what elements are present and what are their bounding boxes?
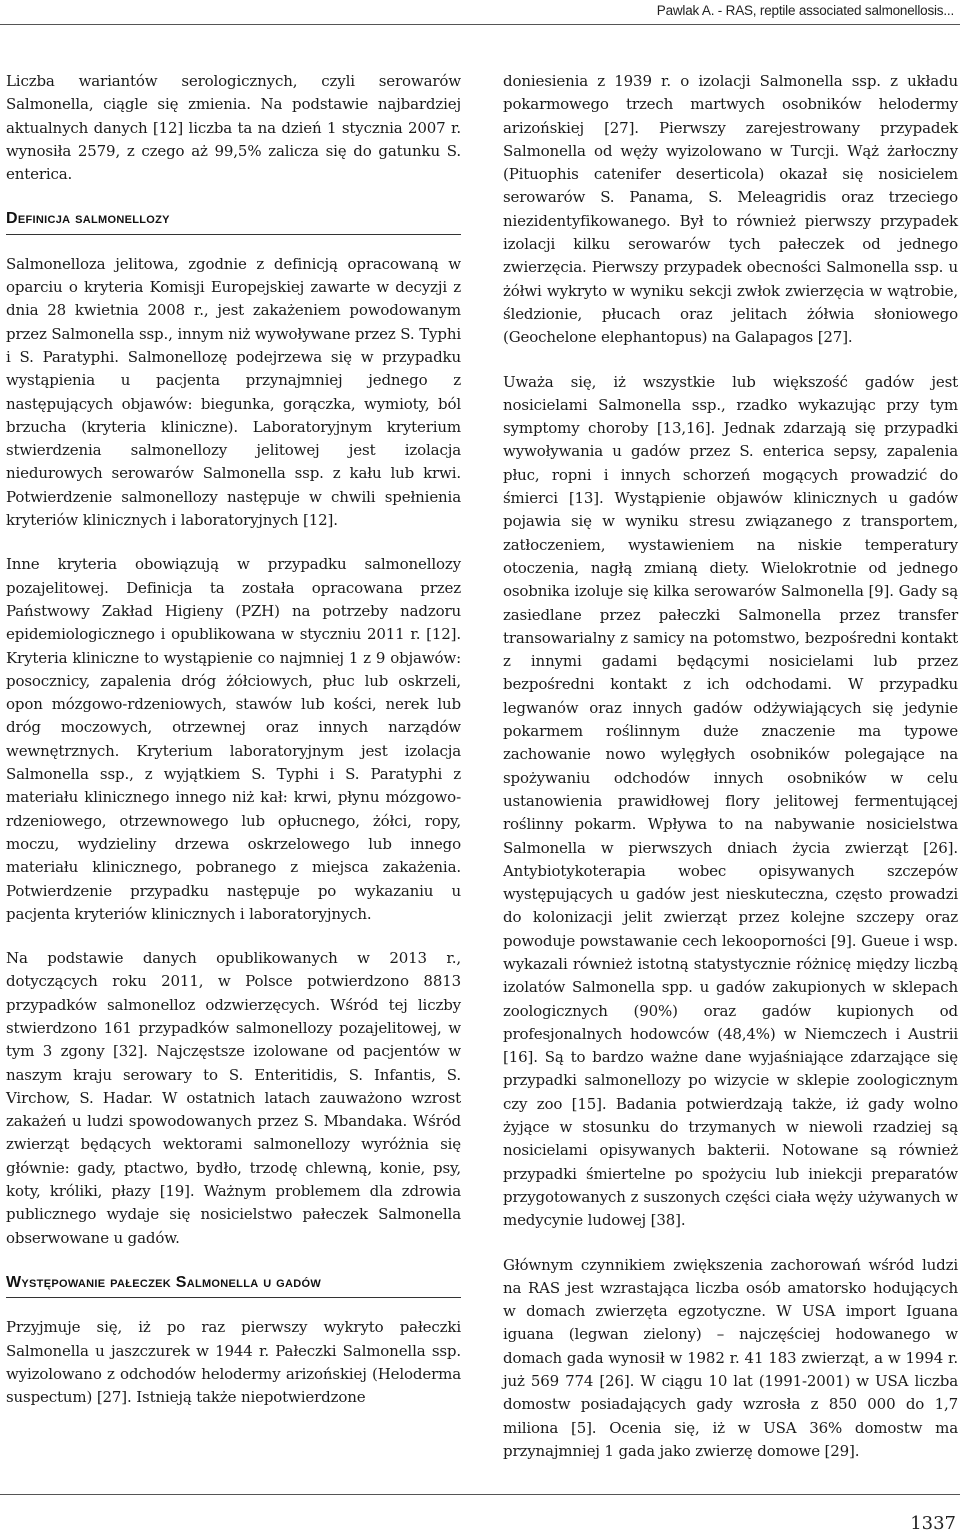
paragraph: doniesienia z 1939 r. o izolacji Salmonella ssp. z układu pokarmowego trzech martwych osobników helodermy arizońskiej [27]. Pierwszy zarejestrowany przypadek Salmonella od węży wyizolowano w Turcji. Wąż żarłoczny (Pituophis catenifer deserticola) okazał się nosicielem serowarów S. Panama, S. Meleagridis oraz trzeciego niezidentyfikowanego. Był to również pierwszy przypadek izolacji kilku serowarów tych pałeczek od jednego zwierzęcia. Pierwszy przypadek obecności Salmonella ssp. u żółwi wykryto w wyniku sekcji zwłok zwierzęcia w wątrobie, śledzionie, płucach oraz jelitach żółwia słoniowego (Geochelone elephantopus) na Galapagos [27]. bbox=[503, 72, 958, 347]
paragraph: Uważa się, iż wszystkie lub większość gadów jest nosicielami Salmonella ssp., rzadko wykazując przy tym symptomy choroby [13,16]. Jednak zdarzają się przypadki wywoływania u gadów przez S. enterica sepsy, zapalenia płuc, ropni i innych schorzeń mogących prowadzić do śmierci [13]. Wystąpienie objawów klinicznych u gadów pojawia się w wyniku stresu związanego z transportem, zatłoczeniem, wystawieniem na niskie temperatury otoczenia, nagłą zmianą diety. Wielokrotnie od jednego osobnika izoluje się kilka serowarów Salmonella [9]. Gady są zasiedlane przez pałeczki Salmonella przez transfer transowarialny z samicy na potomstwo, bezpośredni kontakt z innymi gadami będącymi nosicielami lub przez bezpośredni kontakt z ich odchodami. W przypadku legwanów oraz innych gadów odżywiających się jedynie pokarmem roślinnym duże znaczenie ma typowe zachowanie nowo wylęgłych osobników polegające na spożywaniu odchodów innych osobników w celu ustanowienia prawidłowej flory jelitowej fermentującej roślinny pokarm. Wpływa to na nabywanie nosicielstwa Salmonella w pierwszych dniach życia zwierząt [26]. Antybiotykoterapia wobec opisywanych szczepów występujących u gadów jest nieskuteczna, często prowadzi do kolonizacji jelit zwierząt przez kolejne szczepy oraz powoduje powstawanie cech lekooporności [9]. Gueue i wsp. wykazali również istotną statystycznie różnicę między liczbą izolatów Salmonella spp. u gadów zakupionych w sklepach zoologicznych (90%) oraz gadów kupionych od profesjonalnych hodowców (48,4%) w Niemczech i Austrii [16]. Są to bardzo ważne dane wyjaśniające zdarzające się przypadki salmonellozy po wizycie w sklepie zoologicznym czy zoo [15]. Badania potwierdzają także, iż gady wolno żyjące w stosunku do trzymanych w niewoli rzadziej są nosicielami opisywanych bakterii. Notowane są również przypadki śmiertelne po spożyciu lub iniekcji preparatów przygotowanych z suszonych części ciała węży używanych w medycynie ludowej [38]. bbox=[503, 372, 958, 1230]
paragraph: Salmonelloza jelitowa, zgodnie z definicją opracowaną w oparciu o kryteria Komisji Europejskiej zawarte w decyzji z dnia 28 kwietnia 2008 r., jest zakażeniem powodowanym przez Salmonella ssp., innym niż wywoływane przez S. Typhi i S. Paratyphi. Salmonellozę podejrzewa się w przypadku wystąpienia u pacjenta przynajmniej jednego z następujących objawów: biegunka, gorączka, wymioty, ból brzucha (kryteria kliniczne). Laboratoryjnym kryterium stwierdzenia salmonellozy jelitowej jest izolacja niedurowych serowarów Salmonella ssp. z kału lub krwi. Potwierdzenie salmonellozy następuje w chwili spełnienia kryteriów klinicznych i laboratoryjnych [12]. bbox=[6, 254, 461, 530]
section-heading-occurrence: Występowanie pałeczek Salmonella u gadów bbox=[6, 1271, 461, 1298]
running-title: Pawlak A. - RAS, reptile associated salmonellosis... bbox=[656, 3, 954, 18]
right-column bbox=[503, 70, 958, 1484]
paragraph: Na podstawie danych opublikowanych w 2013 r., dotyczących roku 2011, w Polsce potwierdzono 8813 przypadków salmonelloz odzwierzęcych. Wśród tej liczby stwierdzono 161 przypadków salmonellozy pozajelitowej, w tym 3 zgony [32]. Najczęstsze izolowane od pacjentów w naszym kraju serowary to S. Enteritidis, S. Infantis, S. Virchow, S. Hadar. W ostatnich latach zauważono wzrost zakażeń u ludzi spowodowanych przez S. Mbandaka. Wśród zwierząt będących wektorami salmonellozy wyróżnia się głównie: gady, ptactwo, bydło, trzodę chlewną, konie, psy, koty, króliki, płazy [19]. Ważnym problemem dla zdrowia publicznego wydaje się nosicielstwo pałeczek Salmonella obserwowane u gadów. bbox=[6, 949, 461, 1247]
section-heading-definition: Definicja salmonellozy bbox=[6, 207, 461, 234]
paragraph: Głównym czynnikiem zwiększenia zachorowań wśród ludzi na RAS jest wzrastająca liczba osób amatorsko hodujących w domach zwierzęta egzotyczne. W USA import Iguana iguana (legwan zielony) – najczęściej hodowanego w domach gada wynosił w 1982 r. 41 183 zwierząt, a w 1994 r. już 569 774 [26]. W ciągu 10 lat (1991-2001) w USA liczba domostw posiadających gady wzrosła z 850 000 do 1,7 miliona [5]. Ocenia się, iż w USA 36% domostw ma przynajmniej 1 gada jako zwierzę domowe [29]. bbox=[503, 1255, 958, 1460]
left-column bbox=[6, 70, 461, 1430]
paragraph: Inne kryteria obowiązują w przypadku salmonellozy pozajelitowej. Definicja ta została opracowana przez Państwowy Zakład Higieny (PZH) na potrzeby nadzoru epidemiologicznego i opublikowana w styczniu 2011 r. [12]. Kryteria kliniczne to wystąpienie co najmniej 1 z 9 objawów: posocznicy, zapalenia dróg żółciowych, płuc lub oskrzeli, opon mózgowo-rdzeniowych, stawów lub kości, nerek lub dróg moczowych, otrzewnej oraz innych narządów wewnętrznych. Kryterium laboratoryjnym jest izolacja Salmonella ssp., z wyjątkiem S. Typhi i S. Paratyphi z materiału klinicznego innego niż kał: krwi, płynu mózgowo-rdzeniowego, otrzewnowego lub opłucnego, żółci, ropy, moczu, wydzieliny drzewa oskrzelowego lub innego materiału klinicznego, pobranego z miejsca zakażenia. Potwierdzenie przypadku następuje po wykazaniu u pacjenta kryteriów klinicznych i laboratoryjnych. bbox=[6, 555, 461, 923]
paragraph: Przyjmuje się, iż po raz pierwszy wykryto pałeczki Salmonella u jaszczurek w 1944 r. Pałeczki Salmonella ssp. wyizolowano z odchodów helodermy arizońskiej (Heloderma suspectum) [27]. Istnieją także niepotwierdzone bbox=[6, 1318, 461, 1407]
running-header bbox=[0, 0, 960, 25]
paragraph: Liczba wariantów serologicznych, czyli serowarów Salmonella, ciągle się zmienia. Na podstawie najbardziej aktualnych danych [12] liczba ta na dzień 1 stycznia 2007 r. wynosiła 2579, z czego aż 99,5% zalicza się do gatunku S. enterica. bbox=[6, 72, 461, 184]
page-number: 1337 bbox=[910, 1513, 956, 1534]
footer-rule bbox=[0, 1494, 960, 1495]
